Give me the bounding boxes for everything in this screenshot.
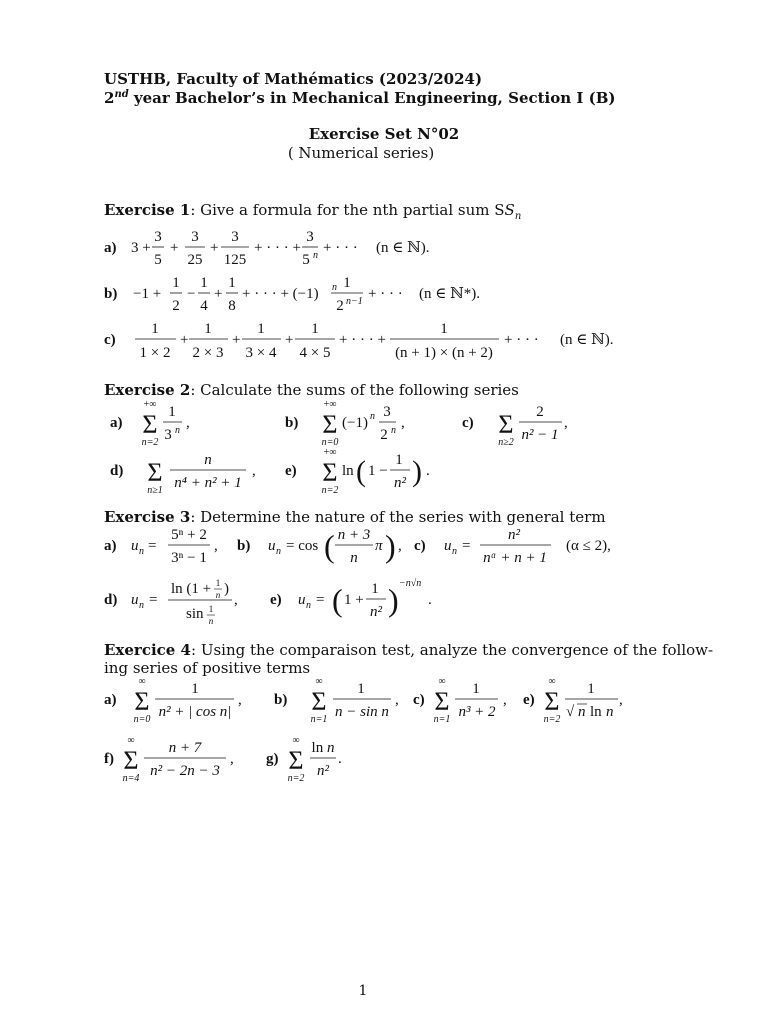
ex3-a-label: a) — [104, 538, 117, 554]
svg-text:,: , — [401, 415, 405, 431]
svg-text:Σ: Σ — [322, 410, 338, 439]
ex1-c-condition: (n ∈ ℕ). — [560, 332, 614, 348]
svg-text:+: + — [180, 332, 189, 348]
svg-text:5: 5 — [302, 252, 310, 268]
svg-text:u: u — [268, 538, 276, 554]
svg-text:Σ: Σ — [123, 746, 139, 775]
svg-text:n≥1: n≥1 — [147, 485, 163, 496]
svg-text:): ) — [388, 582, 399, 618]
svg-text:Σ: Σ — [134, 687, 150, 716]
svg-text:1: 1 — [395, 452, 403, 468]
svg-text:+ · · ·: + · · · — [504, 332, 539, 348]
ex1-b-condition: (n ∈ ℕ*). — [419, 286, 481, 302]
svg-text:+ · · ·: + · · · — [368, 286, 403, 302]
svg-text:,: , — [234, 592, 238, 608]
svg-text:5: 5 — [154, 252, 162, 268]
svg-text:2: 2 — [336, 298, 344, 314]
svg-text:ln (1 +: ln (1 + — [171, 581, 212, 597]
svg-text:,: , — [238, 692, 242, 708]
svg-text:8: 8 — [228, 298, 236, 314]
ex2-c-label: c) — [462, 415, 474, 431]
svg-text:n²: n² — [317, 763, 329, 779]
svg-text:n²: n² — [370, 604, 382, 620]
svg-text:,: , — [398, 538, 402, 554]
svg-text:1: 1 — [172, 275, 180, 291]
svg-text:3: 3 — [164, 427, 172, 443]
exercise-4-heading — [104, 641, 713, 659]
svg-text:Σ: Σ — [147, 458, 163, 487]
svg-text:n: n — [175, 425, 180, 436]
svg-text:1: 1 — [343, 275, 351, 291]
svg-text:+: + — [214, 286, 223, 302]
svg-text:√: √ — [566, 704, 575, 720]
ex3-c-condition: (α ≤ 2), — [566, 538, 611, 554]
ex4-c-label: c) — [413, 692, 425, 708]
svg-text:1: 1 — [208, 604, 214, 614]
svg-text:ln: ln — [590, 704, 602, 720]
svg-text:Σ: Σ — [498, 410, 514, 439]
svg-text:3: 3 — [154, 229, 162, 245]
svg-text:1: 1 — [204, 321, 212, 337]
svg-text:+ · · ·: + · · · — [323, 240, 358, 256]
svg-text:n⁴ + n² + 1: n⁴ + n² + 1 — [174, 475, 242, 491]
svg-text:Σ: Σ — [311, 687, 327, 716]
header-line-1: USTHB, Faculty of Mathématics (2023/2024) — [104, 70, 483, 88]
svg-text:n: n — [391, 425, 396, 436]
svg-text:,: , — [230, 751, 234, 767]
svg-text:+ · · · +: + · · · + — [254, 240, 301, 256]
svg-text:∞: ∞ — [548, 676, 556, 687]
exercise-1-heading: Exercise 1: Give a formula for the nth partial sum $SS_n$ — [104, 201, 522, 222]
svg-text:25: 25 — [187, 252, 203, 268]
ordinal-number: 2 — [104, 89, 115, 107]
svg-text:u: u — [131, 538, 139, 554]
svg-text:n²: n² — [508, 527, 520, 543]
svg-text:,: , — [503, 692, 507, 708]
svg-text:1: 1 — [151, 321, 159, 337]
svg-text:u: u — [444, 538, 452, 554]
svg-text:n=0: n=0 — [321, 437, 339, 448]
svg-text:n: n — [452, 546, 457, 557]
svg-text:ln: ln — [342, 463, 354, 479]
svg-text:n: n — [208, 616, 214, 626]
svg-text:1: 1 — [371, 581, 379, 597]
svg-text:Σ: Σ — [544, 687, 560, 716]
exercise-2-formulas — [0, 395, 768, 500]
svg-text:+ · · · + (−1): + · · · + (−1) — [242, 286, 319, 302]
ex4-e-label: e) — [523, 692, 535, 708]
exercise-2-label: Exercise 2 — [104, 381, 191, 399]
svg-text:∞: ∞ — [438, 676, 446, 687]
svg-text:Σ: Σ — [434, 687, 450, 716]
ex2-e-label: e) — [285, 463, 297, 479]
svg-text:n: n — [306, 600, 311, 611]
exercise-4-instruction-cont: ing series of positive terms — [104, 659, 311, 677]
svg-text:n²: n² — [394, 475, 406, 491]
svg-text:(: ( — [324, 528, 335, 564]
svg-text:=: = — [462, 538, 471, 554]
svg-text:∞: ∞ — [315, 676, 323, 687]
svg-text:n=1: n=1 — [433, 714, 451, 725]
svg-text:(: ( — [356, 455, 366, 488]
svg-text:Σ: Σ — [288, 746, 304, 775]
svg-text:n: n — [578, 704, 586, 720]
svg-text:n² − 1: n² − 1 — [521, 427, 559, 443]
exercise-3-formulas — [0, 520, 768, 630]
exercise-4-label: Exercice 4 — [104, 641, 191, 659]
exercise-4-formulas — [0, 672, 768, 787]
svg-text:∞: ∞ — [292, 735, 300, 746]
ex3-d-label: d) — [104, 592, 118, 608]
svg-text:u: u — [298, 592, 306, 608]
svg-text:n² + | cos n|: n² + | cos n| — [158, 704, 232, 720]
svg-text:3: 3 — [306, 229, 314, 245]
svg-text:1: 1 — [168, 404, 176, 420]
svg-text:n=2: n=2 — [543, 714, 561, 725]
svg-text:+∞: +∞ — [143, 399, 157, 410]
svg-text:3: 3 — [383, 404, 391, 420]
svg-text:125: 125 — [223, 252, 247, 268]
exercise-2-instruction: : Calculate the sums of the following series — [190, 381, 519, 399]
exercise-1-label: Exercise 1 — [104, 201, 191, 219]
ex4-f-label: f) — [104, 751, 114, 767]
svg-text:,: , — [186, 415, 190, 431]
svg-text:n − sin n: n − sin n — [335, 704, 389, 720]
ex4-a-label: a) — [104, 692, 117, 708]
svg-text:+: + — [232, 332, 241, 348]
ex4-g-label: g) — [266, 751, 279, 767]
svg-text:n: n — [370, 411, 375, 422]
header-line-2-text: year Bachelor’s in Mechanical Engineering, Section I (B) — [128, 89, 616, 107]
svg-text:3: 3 — [231, 229, 239, 245]
svg-text:+: + — [210, 240, 219, 256]
svg-text:1: 1 — [311, 321, 319, 337]
ordinal-suffix: nd — [114, 89, 129, 100]
svg-text:2: 2 — [536, 404, 544, 420]
svg-text:3ⁿ − 1: 3ⁿ − 1 — [171, 550, 207, 566]
header-line-2 — [104, 89, 616, 107]
svg-text:n: n — [332, 282, 337, 293]
svg-text:n: n — [215, 590, 221, 600]
svg-text:4: 4 — [200, 298, 208, 314]
svg-text:1 −: 1 − — [368, 463, 388, 479]
svg-text:1 × 2: 1 × 2 — [139, 345, 171, 360]
page-subtitle: ( Numerical series) — [287, 144, 435, 162]
page-title: Exercise Set N°02 — [308, 125, 460, 143]
svg-text:,: , — [619, 692, 623, 708]
ex4-b-label: b) — [274, 692, 288, 708]
svg-text:+: + — [285, 332, 294, 348]
svg-text:3: 3 — [191, 229, 199, 245]
svg-text:1: 1 — [191, 681, 199, 697]
svg-text:n−1: n−1 — [346, 296, 363, 307]
svg-text:∞: ∞ — [127, 735, 135, 746]
svg-text:n=2: n=2 — [321, 485, 339, 496]
exercise-1-instruction: : Give a formula for the nth partial sum S — [190, 201, 505, 219]
svg-text:,: , — [214, 538, 218, 554]
svg-text:n + 7: n + 7 — [168, 740, 202, 756]
ex3-e-label: e) — [270, 592, 282, 608]
svg-text:Σ: Σ — [142, 410, 158, 439]
svg-text:1: 1 — [357, 681, 365, 697]
svg-text:π: π — [375, 538, 383, 554]
ex1-b-label: b) — [104, 286, 118, 302]
svg-text:+∞: +∞ — [323, 447, 337, 458]
exercise-4-instruction: : Using the comparaison test, analyze the convergence of the follow- — [191, 641, 714, 659]
svg-text:u: u — [131, 592, 139, 608]
svg-text:1: 1 — [200, 275, 208, 291]
ex1-c-label: c) — [104, 332, 116, 348]
svg-text:n=2: n=2 — [287, 773, 305, 784]
svg-text:−n√n: −n√n — [399, 578, 422, 589]
svg-text:= cos: = cos — [286, 538, 319, 554]
svg-text:ln n: ln n — [311, 740, 335, 756]
svg-text:n=1: n=1 — [310, 714, 328, 725]
svg-text:1 +: 1 + — [344, 592, 364, 608]
svg-text:nᵅ + n + 1: nᵅ + n + 1 — [483, 550, 547, 566]
svg-text:n=4: n=4 — [122, 773, 140, 784]
svg-text:.: . — [338, 751, 342, 767]
svg-text:n: n — [350, 550, 358, 566]
svg-text:=: = — [149, 592, 158, 608]
svg-text:+: + — [170, 240, 179, 256]
svg-text:(−1): (−1) — [342, 415, 368, 431]
svg-text:−: − — [187, 286, 196, 302]
svg-text:,: , — [564, 415, 568, 431]
svg-text:1: 1 — [587, 681, 595, 697]
svg-text:n: n — [606, 704, 614, 720]
svg-text:n=2: n=2 — [141, 437, 159, 448]
svg-text:1: 1 — [440, 321, 448, 337]
svg-text:n + 3: n + 3 — [337, 527, 371, 543]
svg-text:1: 1 — [215, 578, 221, 588]
ex2-a-label: a) — [110, 415, 123, 431]
svg-text:n≥2: n≥2 — [498, 437, 514, 448]
svg-text:n: n — [204, 452, 212, 468]
svg-text:1: 1 — [472, 681, 480, 697]
svg-text:.: . — [428, 592, 432, 608]
page-number: 1 — [358, 983, 368, 999]
svg-text:3 +: 3 + — [131, 240, 151, 256]
svg-text:5ⁿ + 2: 5ⁿ + 2 — [171, 527, 207, 543]
svg-text:n² − 2n − 3: n² − 2n − 3 — [150, 763, 220, 779]
svg-text:Σ: Σ — [322, 458, 338, 487]
svg-text:): ) — [224, 581, 229, 597]
ex1-a-label: a) — [104, 240, 117, 256]
svg-text:=: = — [316, 592, 325, 608]
svg-text:(n + 1) × (n + 2): (n + 1) × (n + 2) — [395, 345, 493, 360]
ex2-b-label: b) — [285, 415, 299, 431]
ex3-c-label: c) — [414, 538, 426, 554]
svg-text:2: 2 — [172, 298, 180, 314]
svg-text:4 × 5: 4 × 5 — [299, 345, 331, 360]
svg-text:−1 +: −1 + — [133, 286, 162, 302]
ex1-a-condition: (n ∈ ℕ). — [376, 240, 430, 256]
svg-text:n: n — [276, 546, 281, 557]
svg-text:2: 2 — [380, 427, 388, 443]
exercise-3-instruction: : Determine the nature of the series with general term — [190, 508, 606, 526]
svg-text:): ) — [385, 528, 396, 564]
svg-text:2 × 3: 2 × 3 — [192, 345, 224, 360]
svg-text:n: n — [139, 546, 144, 557]
exercise-3-label: Exercise 3 — [104, 508, 191, 526]
svg-text:n³ + 2: n³ + 2 — [458, 704, 496, 720]
svg-text:1: 1 — [228, 275, 236, 291]
ex2-d-label: d) — [110, 463, 124, 479]
svg-text:n: n — [313, 250, 318, 261]
ex3-b-label: b) — [237, 538, 251, 554]
svg-text:n: n — [139, 600, 144, 611]
svg-text:): ) — [412, 455, 422, 488]
svg-text:n=0: n=0 — [133, 714, 151, 725]
svg-text:(: ( — [332, 582, 343, 618]
svg-text:,: , — [252, 463, 256, 479]
svg-text:sin: sin — [186, 606, 204, 622]
exercise-1-formulas — [0, 220, 768, 360]
svg-text:3 × 4: 3 × 4 — [245, 345, 277, 360]
svg-text:=: = — [148, 538, 157, 554]
svg-text:+∞: +∞ — [323, 399, 337, 410]
svg-text:.: . — [426, 463, 430, 479]
svg-text:∞: ∞ — [138, 676, 146, 687]
svg-text:,: , — [395, 692, 399, 708]
svg-text:+ · · · +: + · · · + — [339, 332, 386, 348]
svg-text:1: 1 — [257, 321, 265, 337]
